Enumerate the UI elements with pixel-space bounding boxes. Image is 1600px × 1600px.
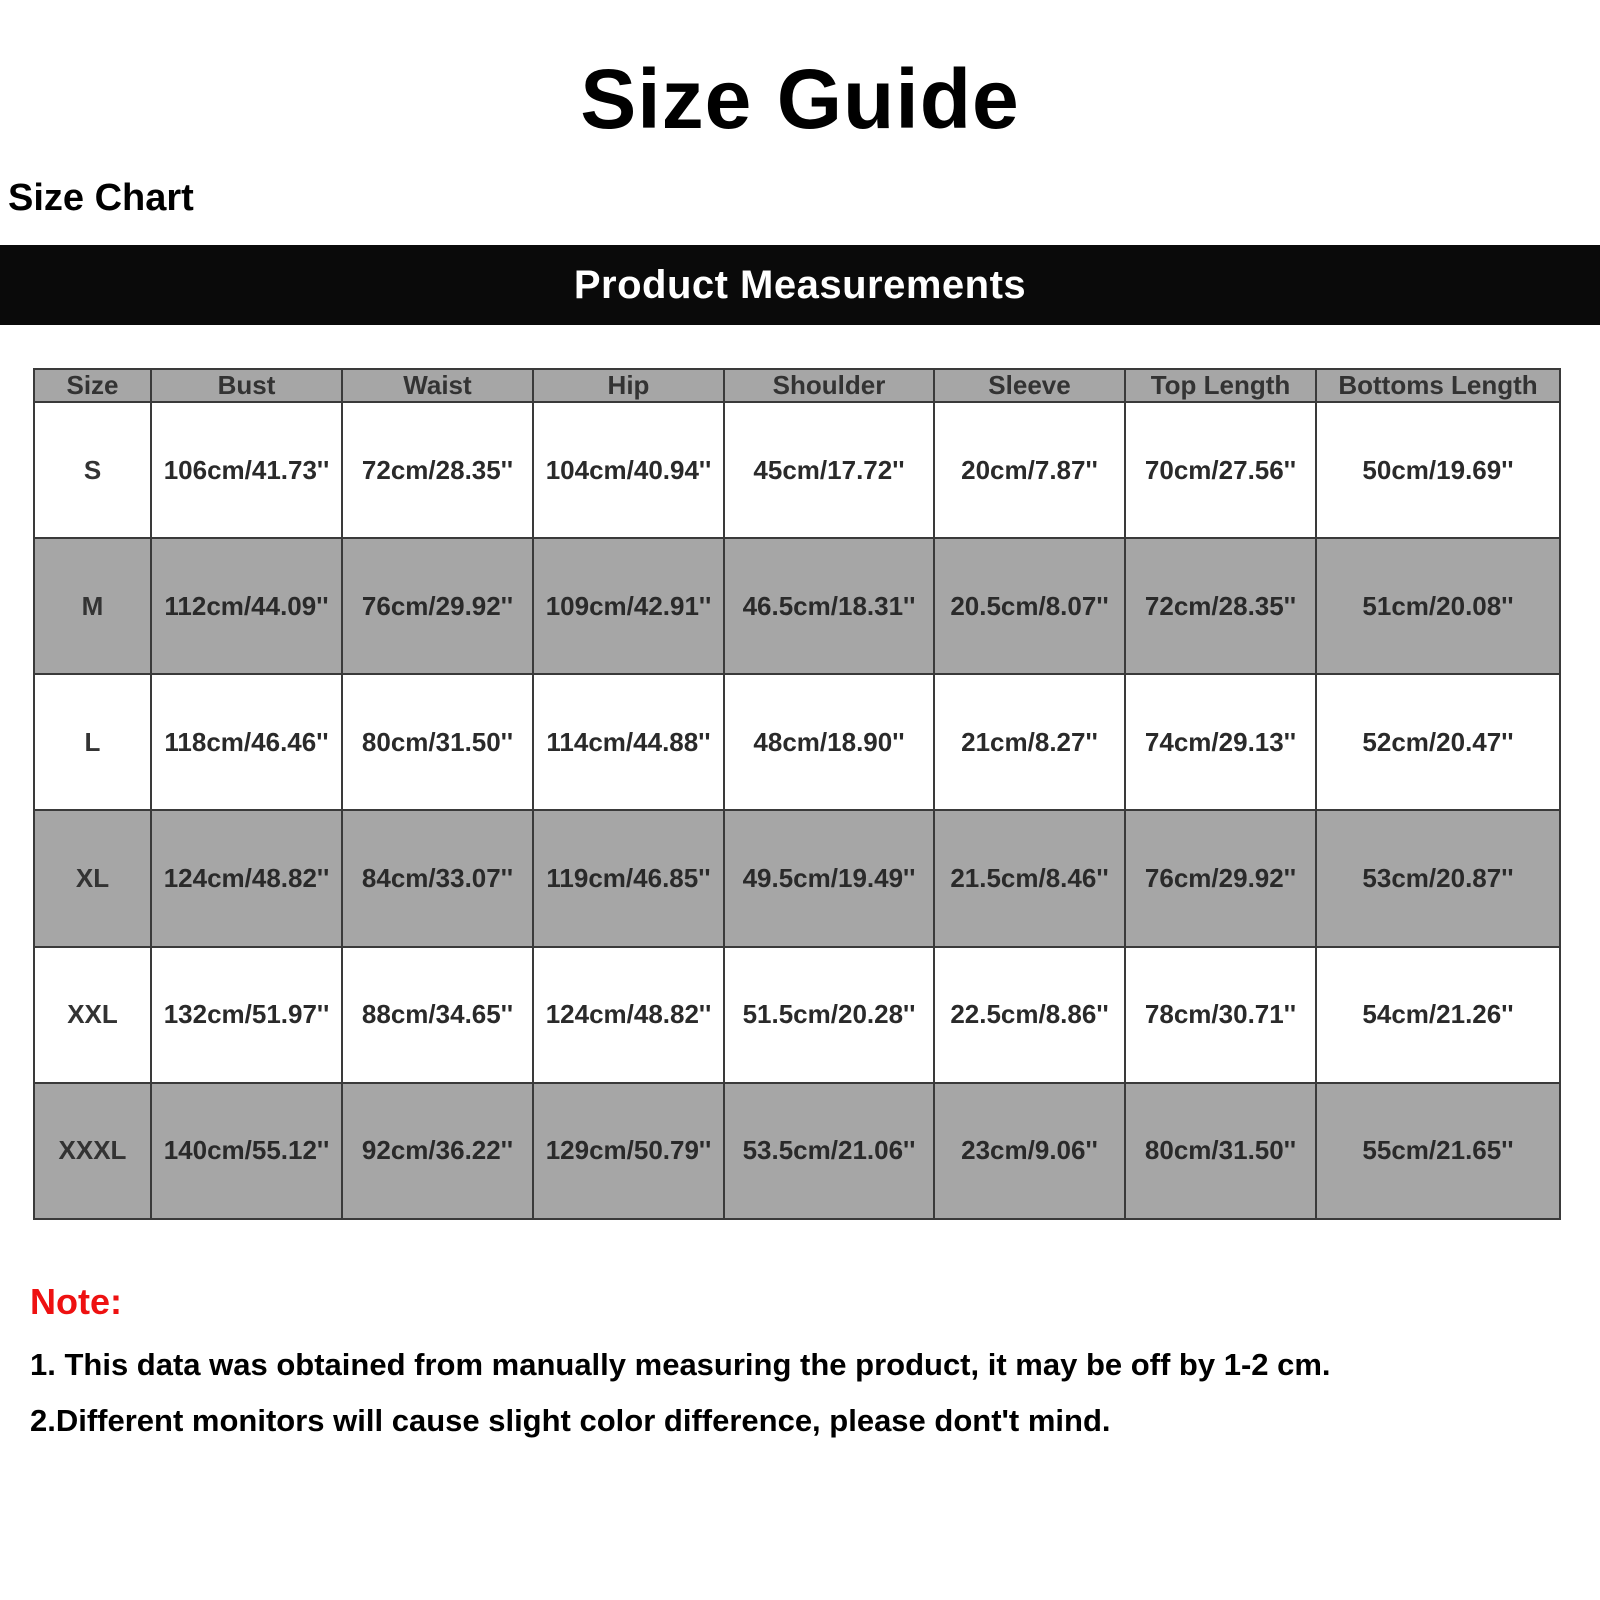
table-cell: 114cm/44.88'' [533,674,724,810]
table-cell: 88cm/34.65'' [342,947,533,1083]
table-cell: 22.5cm/8.86'' [934,947,1125,1083]
header-top-length: Top Length [1125,369,1316,402]
table-cell: 70cm/27.56'' [1125,402,1316,538]
table-cell: S [34,402,151,538]
table-cell: 140cm/55.12'' [151,1083,342,1219]
table-cell: 21.5cm/8.46'' [934,810,1125,946]
table-cell: 20cm/7.87'' [934,402,1125,538]
table-cell: 76cm/29.92'' [342,538,533,674]
table-cell: 51.5cm/20.28'' [724,947,934,1083]
table-cell: 106cm/41.73'' [151,402,342,538]
table-cell: 132cm/51.97'' [151,947,342,1083]
header-size: Size [34,369,151,402]
table-cell: 109cm/42.91'' [533,538,724,674]
header-bust: Bust [151,369,342,402]
table-row [34,810,1560,946]
table-row [34,947,1560,1083]
table-cell: 72cm/28.35'' [1125,538,1316,674]
table-cell: 51cm/20.08'' [1316,538,1560,674]
table-cell: 124cm/48.82'' [533,947,724,1083]
table-cell: 76cm/29.92'' [1125,810,1316,946]
table-cell: L [34,674,151,810]
header-waist: Waist [342,369,533,402]
table-row [34,402,1560,538]
table-cell: 53cm/20.87'' [1316,810,1560,946]
table-cell: 46.5cm/18.31'' [724,538,934,674]
table-cell: 129cm/50.79'' [533,1083,724,1219]
note-line-1: 1. This data was obtained from manually measuring the product, it may be off by 1-2 cm. [30,1347,1331,1382]
table-cell: 74cm/29.13'' [1125,674,1316,810]
table-cell: 49.5cm/19.49'' [724,810,934,946]
size-chart-label: Size Chart [8,177,194,219]
table-cell: 20.5cm/8.07'' [934,538,1125,674]
header-bottoms-length: Bottoms Length [1316,369,1560,402]
table-header-row [34,369,1560,402]
header-sleeve: Sleeve [934,369,1125,402]
table-cell: 78cm/30.71'' [1125,947,1316,1083]
table-cell: 55cm/21.65'' [1316,1083,1560,1219]
size-table [33,368,1561,1220]
table-row [34,674,1560,810]
table-cell: 52cm/20.47'' [1316,674,1560,810]
table-cell: 80cm/31.50'' [1125,1083,1316,1219]
table-cell: XL [34,810,151,946]
table-cell: 50cm/19.69'' [1316,402,1560,538]
table-row [34,1083,1560,1219]
page-title: Size Guide [580,52,1020,146]
table-cell: 53.5cm/21.06'' [724,1083,934,1219]
table-cell: 118cm/46.46'' [151,674,342,810]
table-cell: 48cm/18.90'' [724,674,934,810]
product-measurements-banner: Product Measurements [0,245,1600,325]
table-cell: 92cm/36.22'' [342,1083,533,1219]
header-shoulder: Shoulder [724,369,934,402]
table-row [34,538,1560,674]
table-cell: 124cm/48.82'' [151,810,342,946]
table-cell: 54cm/21.26'' [1316,947,1560,1083]
table-cell: XXL [34,947,151,1083]
table-cell: 72cm/28.35'' [342,402,533,538]
table-cell: 21cm/8.27'' [934,674,1125,810]
note-line-2: 2.Different monitors will cause slight color difference, please dont't mind. [30,1403,1111,1438]
table-cell: 119cm/46.85'' [533,810,724,946]
table-cell: 112cm/44.09'' [151,538,342,674]
table-cell: 45cm/17.72'' [724,402,934,538]
table-cell: M [34,538,151,674]
table-cell: 23cm/9.06'' [934,1083,1125,1219]
table-cell: XXXL [34,1083,151,1219]
table-cell: 80cm/31.50'' [342,674,533,810]
header-hip: Hip [533,369,724,402]
table-cell: 84cm/33.07'' [342,810,533,946]
table-cell: 104cm/40.94'' [533,402,724,538]
note-heading: Note: [30,1281,122,1322]
